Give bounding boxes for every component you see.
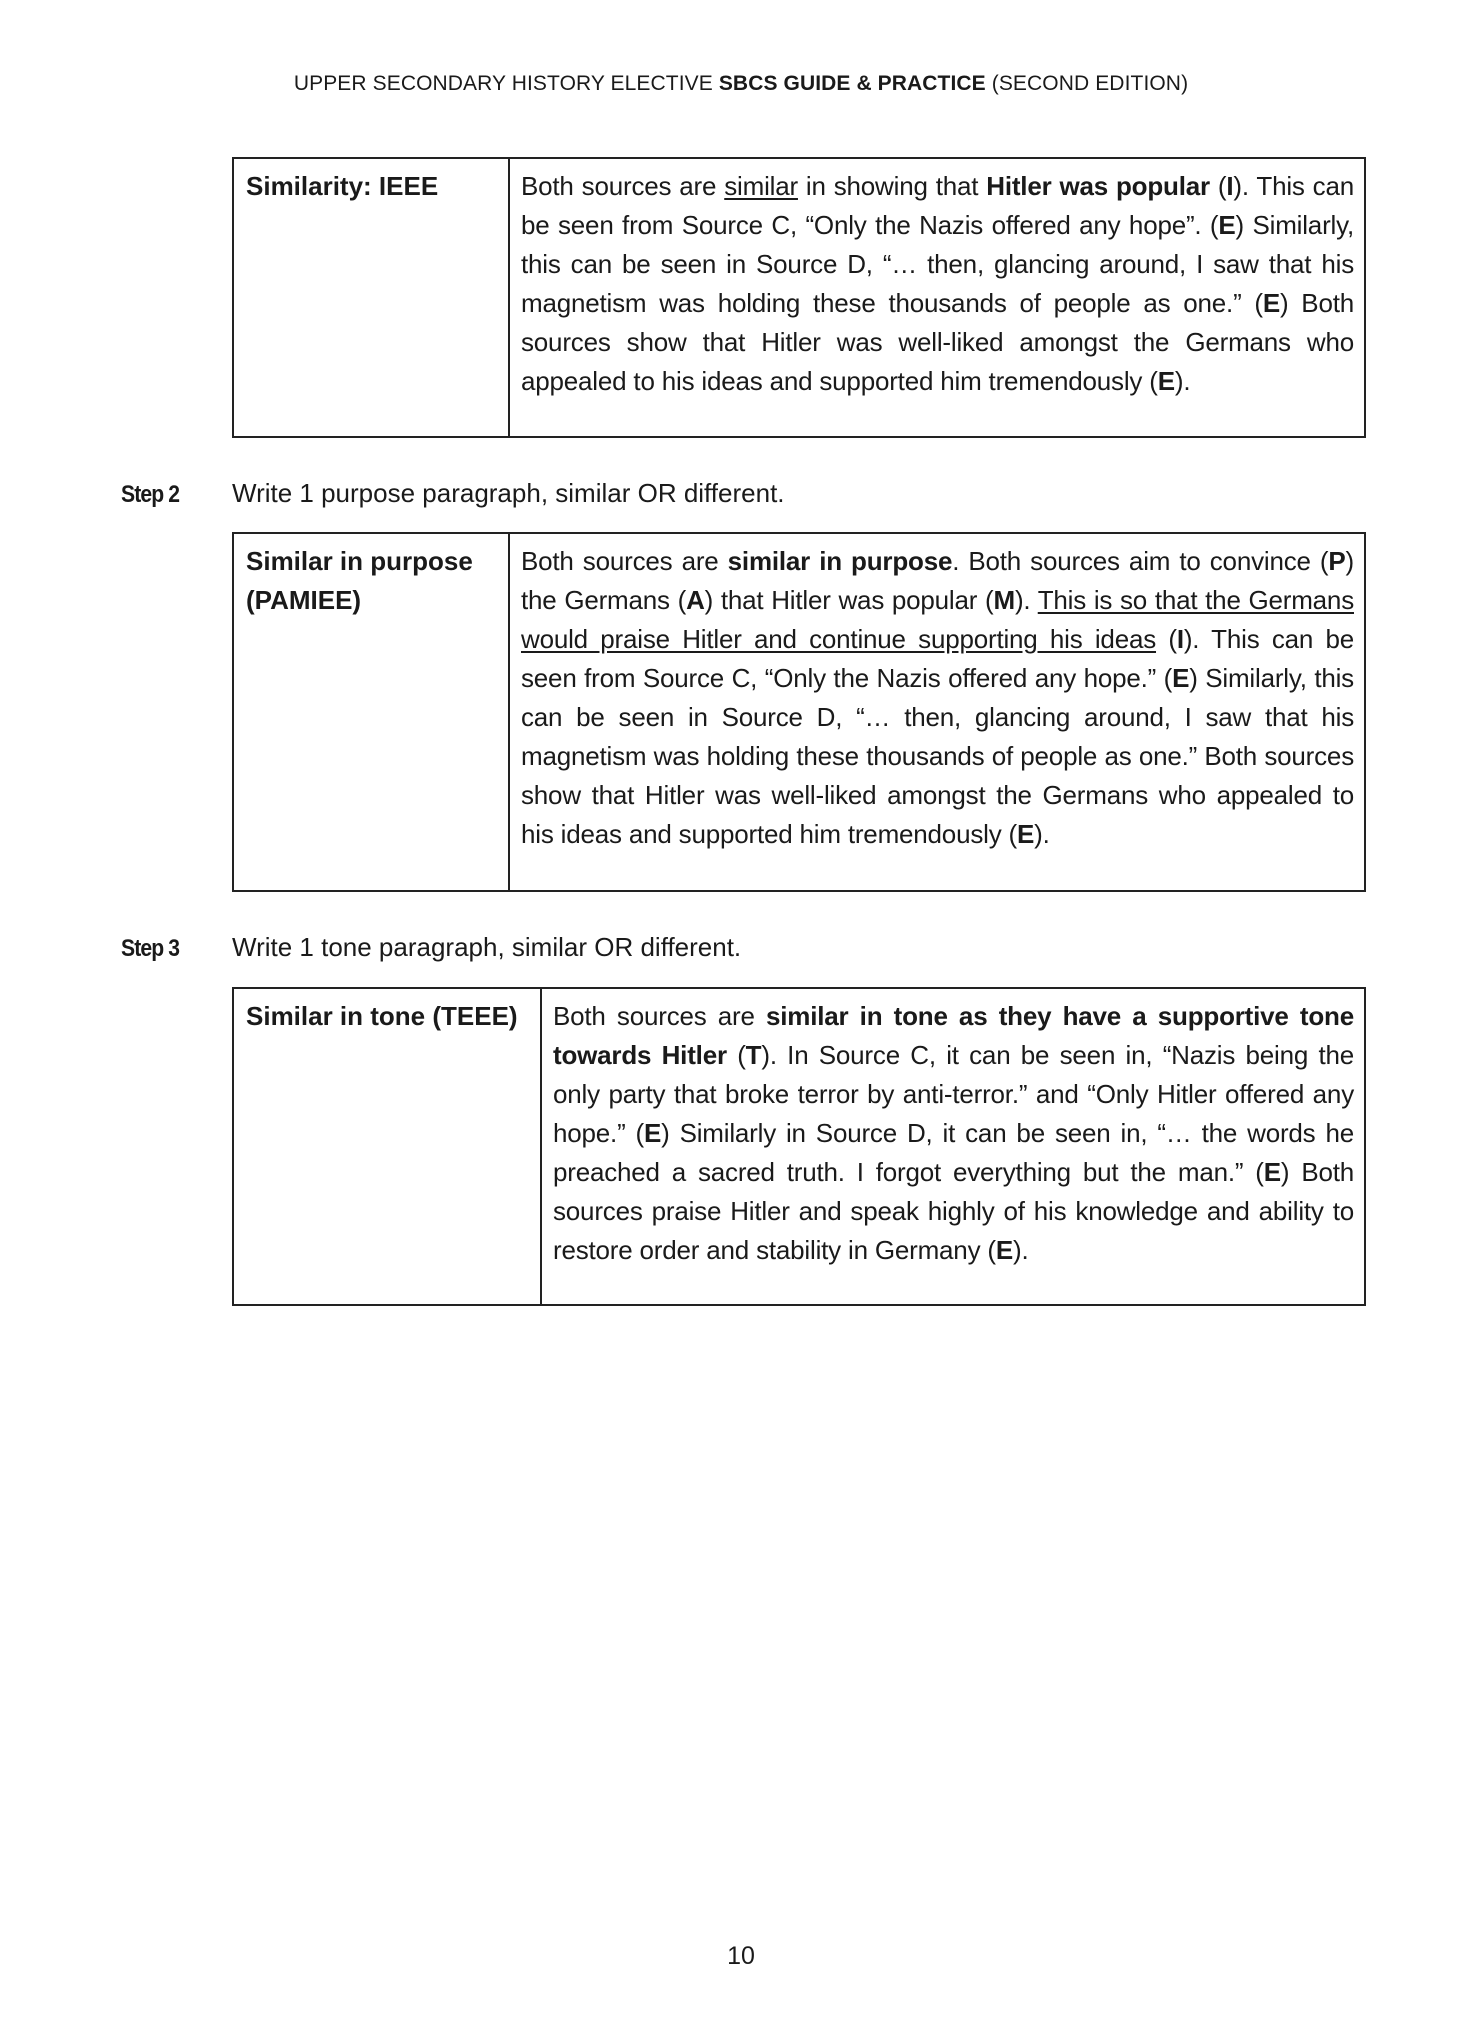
body-text: ) that Hitler was popular ( — [704, 585, 994, 615]
header-title-bold: SBCS GUIDE & PRACTICE — [718, 72, 986, 95]
label-line: (PAMIEE) — [246, 585, 362, 615]
body-text: ). This can be seen from Source C, “Only the Nazis offered any hope”. ( — [521, 171, 1355, 240]
body-text: ) Both sources praise Hitler and speak highly of his knowledge and ability to restore order and stability in Germany ( — [553, 1157, 1354, 1265]
bold-text: E — [1017, 819, 1035, 849]
body-text: ). — [1034, 819, 1050, 849]
table-body-cell — [542, 989, 1364, 1304]
running-header — [0, 72, 1482, 96]
step-3-heading — [121, 932, 741, 963]
table-label-cell — [234, 534, 510, 890]
body-text: ) the Germans ( — [521, 546, 1354, 615]
bold-text: E — [1263, 1157, 1281, 1187]
page-number: 10 — [727, 1942, 755, 1970]
similarity-table — [232, 157, 1366, 438]
body-text: ( — [726, 1040, 746, 1070]
body-text: ). This can be seen from Source C, “Only the Nazis offered any hope.” ( — [521, 624, 1355, 693]
body-text: Both sources are — [553, 1001, 767, 1031]
step-label: Step 3 — [121, 935, 180, 962]
body-text: ). — [1013, 1235, 1029, 1265]
header-prefix: UPPER SECONDARY HISTORY ELECTIVE — [293, 72, 719, 95]
body-text: ). In Source C, it can be seen in, “Nazis being the only party that broke terror by anti-terror.” and “Only Hitler offered any hope.” ( — [553, 1040, 1354, 1148]
bold-text: T — [745, 1040, 762, 1070]
body-text: ( — [1209, 171, 1227, 201]
step-label: Step 2 — [121, 481, 180, 508]
body-text: ( — [1156, 624, 1177, 654]
step-2-heading — [121, 478, 785, 509]
step-instruction: Write 1 tone paragraph, similar OR different. — [232, 932, 742, 962]
bold-text: A — [686, 585, 705, 615]
body-text: ). — [1174, 366, 1191, 396]
underlined-text: This is so that the Germans would praise Hitler and continue supporting his ideas — [521, 585, 1354, 654]
bold-text: E — [643, 1118, 662, 1148]
table-label-cell: Similar in tone (TEEE) — [234, 989, 542, 1304]
label-line: Similar in purpose — [246, 546, 473, 576]
table-body-cell — [510, 534, 1364, 890]
bold-text: M — [993, 585, 1015, 615]
step-instruction: Write 1 purpose paragraph, similar OR different. — [232, 478, 785, 508]
bold-text: Hitler was popular — [986, 171, 1210, 201]
table-body-cell — [510, 159, 1364, 436]
body-text: ) Similarly in Source D, it can be seen in, “… the words he preached a sacred truth. I forgot everything but the man.” ( — [553, 1118, 1354, 1187]
purpose-table — [232, 532, 1366, 892]
bold-text: E — [1262, 288, 1280, 318]
body-text: ) Both sources show that Hitler was well-liked amongst the Germans who appealed to his ideas and supported him tremendously ( — [521, 288, 1354, 396]
bold-text: similar in tone as they have a supportive tone towards Hitler — [553, 1001, 1355, 1070]
body-text: Both sources are — [521, 546, 728, 576]
bold-text: P — [1328, 546, 1346, 576]
body-text: . Both sources aim to convince ( — [952, 546, 1329, 576]
body-text: ). — [1014, 585, 1038, 615]
bold-text: I — [1226, 171, 1234, 201]
body-text: ) Similarly, this can be seen in Source D, “… then, glancing around, I saw that his magnetism was holding these thousands of people as one.” Both sources show that Hitler was well-liked amongst the Germans who appealed to his ideas and supported him tremendously ( — [521, 663, 1354, 849]
table-label-cell: Similarity: IEEE — [234, 159, 510, 436]
underlined-text: similar — [724, 171, 798, 201]
bold-text: similar in purpose — [727, 546, 953, 576]
body-text: in showing that — [797, 171, 987, 201]
body-text: ) Similarly, this can be seen in Source D, “… then, glancing around, I saw that his magnetism was holding these thousands of people as one.” ( — [521, 210, 1355, 318]
body-text: Both sources are — [521, 171, 725, 201]
header-suffix: (SECOND EDITION) — [985, 72, 1189, 95]
tone-table — [232, 987, 1366, 1306]
bold-text: E — [1218, 210, 1236, 240]
bold-text: E — [995, 1235, 1014, 1265]
bold-text: I — [1176, 624, 1184, 654]
bold-text: E — [1157, 366, 1175, 396]
bold-text: E — [1172, 663, 1190, 693]
